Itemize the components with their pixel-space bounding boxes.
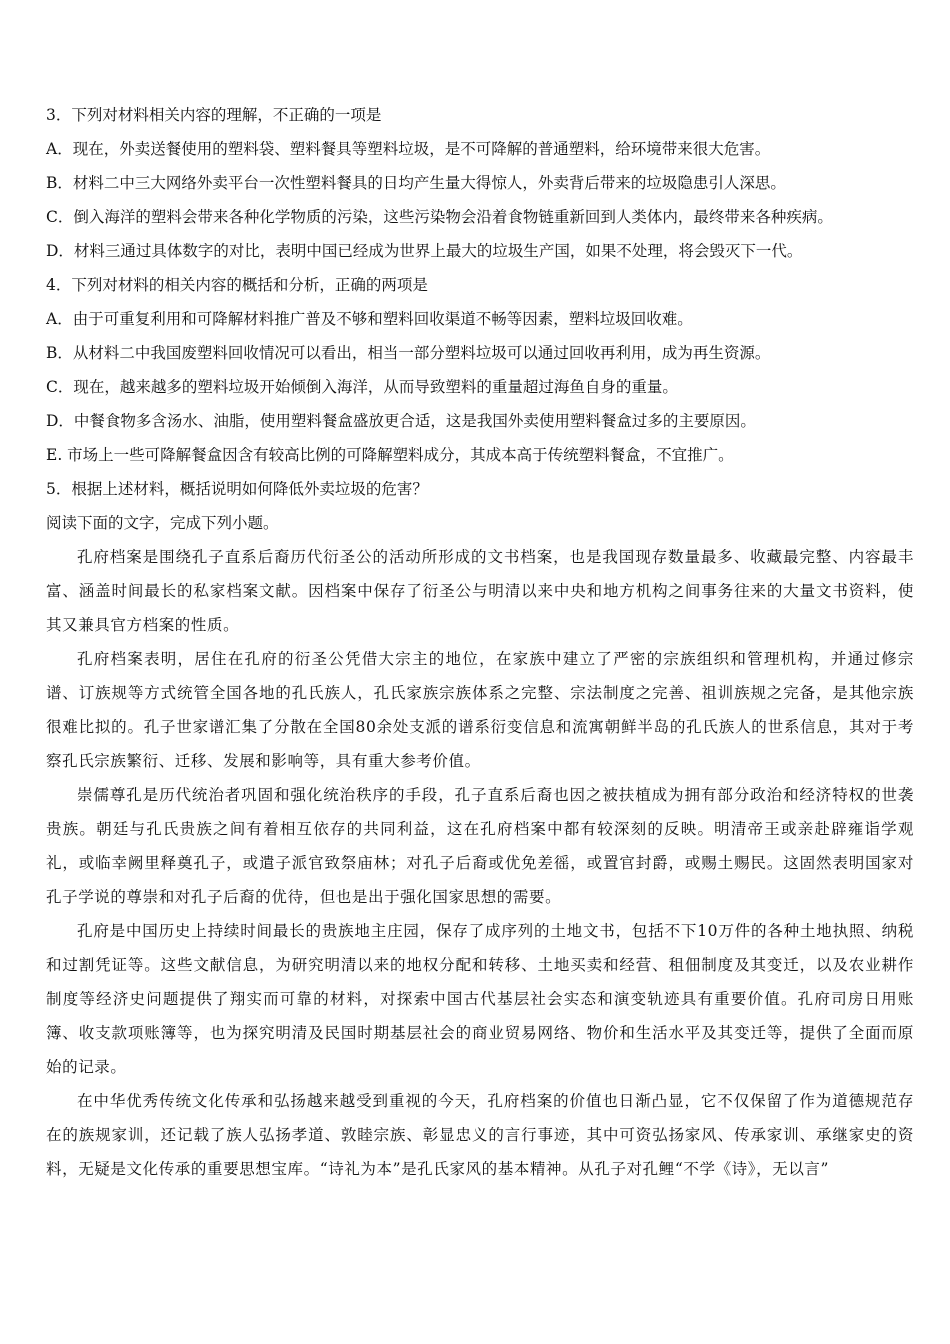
question-3-stem: 3．下列对材料相关内容的理解，不正确的一项是 bbox=[46, 106, 382, 124]
question-3-option-d: D．材料三通过具体数字的对比，表明中国已经成为世界上最大的垃圾生产国，如果不处理，将会毁灭下一代。 bbox=[46, 242, 803, 260]
passage-paragraph-3: 崇儒尊孔是历代统治者巩固和强化统治秩序的手段，孔子直系后裔也因之被扶植成为拥有部分政治和经济特权的世袭贵族。朝廷与孔氏贵族之间有着相互依存的共同利益，这在孔府档案中都有较深刻的反映。明清帝王或亲赴辟雍诣学观礼，或临幸阙里释奠孔子，或遣子派官致祭庙林；对孔子后裔或优免差徭，或置官封爵，或赐土赐民。这固然表明国家对孔子学说的尊崇和对孔子后裔的优待，但也是出于强化国家思想的需要。 bbox=[46, 786, 914, 906]
passage-paragraph-2: 孔府档案表明，居住在孔府的衍圣公凭借大宗主的地位，在家族中建立了严密的宗族组织和管理机构，并通过修宗谱、订族规等方式统管全国各地的孔氏族人，孔氏家族宗族体系之完整、宗法制度之完善、祖训族规之完备，是其他宗族很难比拟的。孔子世家谱汇集了分散在全国80余处支派的谱系衍变信息和流寓朝鲜半岛的孔氏族人的世系信息，其对于考察孔氏宗族繁衍、迁移、发展和影响等，具有重大参考价值。 bbox=[46, 650, 914, 770]
question-3-option-a: A．现在，外卖送餐使用的塑料袋、塑料餐具等塑料垃圾，是不可降解的普通塑料，给环境带来很大危害。 bbox=[46, 140, 771, 158]
question-4-option-d: D．中餐食物多含汤水、油脂，使用塑料餐盒盛放更合适，这是我国外卖使用塑料餐盒过多的主要原因。 bbox=[46, 412, 756, 430]
passage-paragraph-4: 孔府是中国历史上持续时间最长的贵族地主庄园，保存了成序列的土地文书，包括不下10万件的各种土地执照、纳税和过割凭证等。这些文献信息，为研究明清以来的地权分配和转移、土地买卖和经营、租佃制度及其变迁，以及农业耕作制度等经济史问题提供了翔实而可靠的材料，对探索中国古代基层社会实态和演变轨迹具有重要价值。孔府司房日用账簿、收支款项账簿等，也为探究明清及民国时期基层社会的商业贸易网络、物价和生活水平及其变迁等，提供了全面而原始的记录。 bbox=[46, 922, 914, 1076]
question-4-option-b: B．从材料二中我国废塑料回收情况可以看出，相当一部分塑料垃圾可以通过回收再利用，成为再生资源。 bbox=[46, 344, 771, 362]
passage-paragraph-5: 在中华优秀传统文化传承和弘扬越来越受到重视的今天，孔府档案的价值也日渐凸显，它不仅保留了作为道德规范存在的族规家训，还记载了族人弘扬孝道、敦睦宗族、彰显忠义的言行事迹，其中可资弘扬家风、传承家训、承继家史的资料，无疑是文化传承的重要思想宝库。“诗礼为本”是孔氏家风的基本精神。从孔子对孔鲤“不学《诗》，无以言” bbox=[46, 1092, 914, 1178]
question-5-stem: 5．根据上述材料，概括说明如何降低外卖垃圾的危害？ bbox=[46, 480, 428, 498]
question-3-option-b: B．材料二中三大网络外卖平台一次性塑料餐具的日均产生量大得惊人，外卖背后带来的垃圾隐患引人深思。 bbox=[46, 174, 786, 192]
reading-passage bbox=[46, 540, 914, 1186]
question-4-option-c: C．现在，越来越多的塑料垃圾开始倾倒入海洋，从而导致塑料的重量超过海鱼自身的重量。 bbox=[46, 378, 678, 396]
question-4-option-e: E. 市场上一些可降解餐盒因含有较高比例的可降解塑料成分，其成本高于传统塑料餐盒，不宜推广。 bbox=[46, 446, 734, 464]
question-3-option-c: C．倒入海洋的塑料会带来各种化学物质的污染，这些污染物会沿着食物链重新回到人类体内，最终带来各种疾病。 bbox=[46, 208, 833, 226]
question-4-stem: 4．下列对材料的相关内容的概括和分析，正确的两项是 bbox=[46, 276, 428, 294]
question-4-option-a: A．由于可重复利用和可降解材料推广普及不够和塑料回收渠道不畅等因素，塑料垃圾回收难。 bbox=[46, 310, 693, 328]
passage-paragraph-1: 孔府档案是围绕孔子直系后裔历代衍圣公的活动所形成的文书档案，也是我国现存数量最多、收藏最完整、内容最丰富、涵盖时间最长的私家档案文献。因档案中保存了衍圣公与明清以来中央和地方机构之间事务往来的大量文书资料，使其又兼具官方档案的性质。 bbox=[46, 548, 914, 634]
document-page bbox=[46, 98, 914, 1186]
reading-intro: 阅读下面的文字，完成下列小题。 bbox=[46, 514, 279, 532]
